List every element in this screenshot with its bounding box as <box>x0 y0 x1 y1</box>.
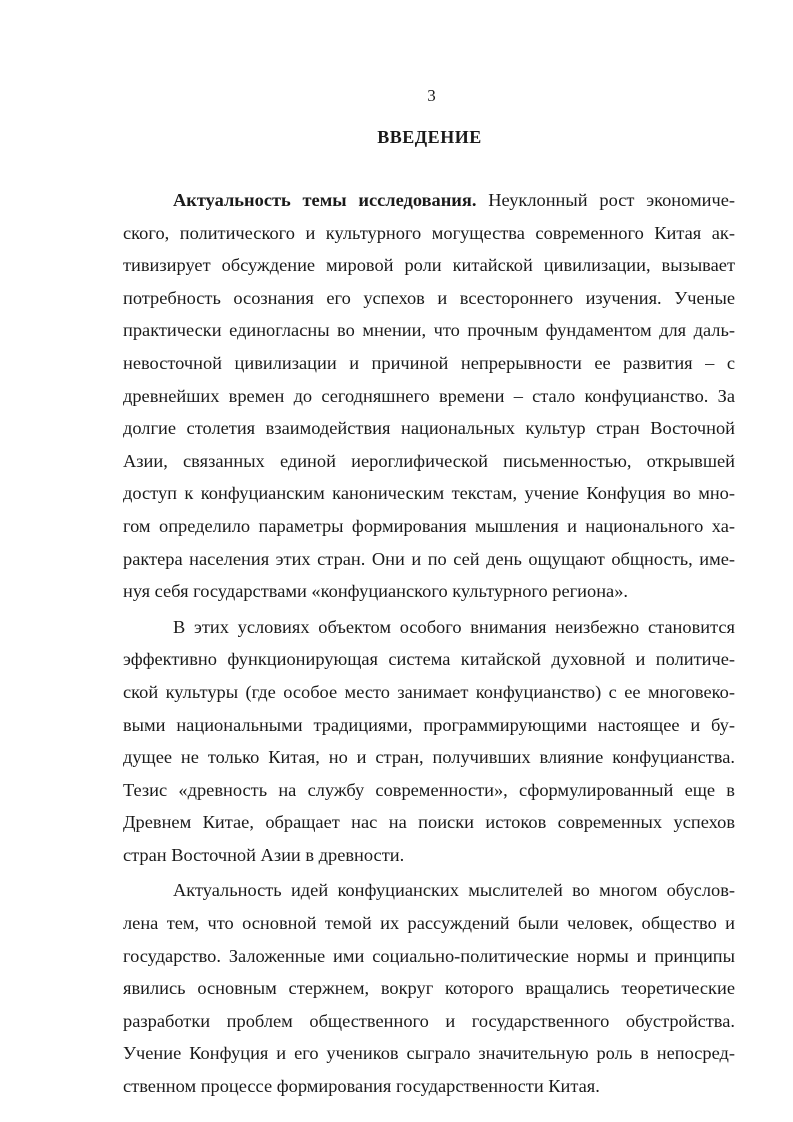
text-line: стран Восточной Азии в древности. <box>123 844 405 865</box>
text-line: невосточной цивилизации и причиной непрерывности ее развития – с <box>123 352 735 373</box>
body-text <box>123 184 735 1103</box>
paragraph-3 <box>123 874 735 1102</box>
text-line: выми национальными традициями, программирующими настоящее и бу- <box>123 714 735 735</box>
text-line: Азии, связанных единой иероглифической письменностью, открывшей <box>123 450 735 471</box>
text-line: дущее не только Китая, но и стран, получивших влияние конфуцианства. <box>123 747 735 768</box>
text-line: потребность осознания его успехов и всестороннего изучения. Ученые <box>123 287 735 308</box>
text-line: ского, политического и культурного могущества современного Китая ак- <box>123 222 735 243</box>
text-line: рактера населения этих стран. Они и по сей день ощущают общность, име- <box>123 548 735 569</box>
text-line: Учение Конфуция и его учеников сыграло значительную роль в непосред- <box>123 1043 735 1064</box>
text-line: В этих условиях объектом особого внимания неизбежно становится <box>173 616 735 637</box>
text-line: лена тем, что основной темой их рассуждений были человек, общество и <box>123 913 735 934</box>
text-line: государство. Заложенные ими социально-политические нормы и принципы <box>123 945 735 966</box>
paragraph-lead: Актуальность темы исследования. <box>173 190 477 210</box>
text-line: Древнем Китае, обращает нас на поиски истоков современных успехов <box>123 812 735 833</box>
page-number: 3 <box>427 86 436 105</box>
section-heading: ВВЕДЕНИЕ <box>377 127 482 147</box>
text-line: доступ к конфуцианским каноническим текстам, учение Конфуция во мно- <box>123 483 735 504</box>
text-line: гом определило параметры формирования мышления и национального ха- <box>123 515 735 536</box>
text-line: Актуальность идей конфуцианских мыслителей во многом обуслов- <box>173 880 735 901</box>
text-line: нуя себя государствами «конфуцианского культурного региона». <box>123 581 629 602</box>
paragraph-2 <box>123 611 735 872</box>
text-line: древнейших времен до сегодняшнего времени – стало конфуцианство. За <box>123 385 735 406</box>
text-line: долгие столетия взаимодействия национальных культур стран Восточной <box>123 418 735 439</box>
text-line: разработки проблем общественного и государственного обустройства. <box>123 1010 735 1031</box>
text-line: явились основным стержнем, вокруг которого вращались теоретические <box>123 978 735 999</box>
text-line: эффективно функционирующая система китайской духовной и политиче- <box>123 649 735 670</box>
text-line: практически единогласны во мнении, что прочным фундаментом для даль- <box>123 320 735 341</box>
text-line: Тезис «древность на службу современности», сформулированный еще в <box>123 779 735 800</box>
text-line: ской культуры (где особое место занимает конфуцианство) с ее многовеко- <box>123 681 735 702</box>
text-line: тивизирует обсуждение мировой роли китайской цивилизации, вызывает <box>123 255 735 276</box>
text-line: Актуальность темы исследования. Неуклонный рост экономиче- <box>173 190 736 210</box>
paragraph-1 <box>123 184 735 608</box>
text-line: ственном процессе формирования государственности Китая. <box>123 1076 600 1097</box>
